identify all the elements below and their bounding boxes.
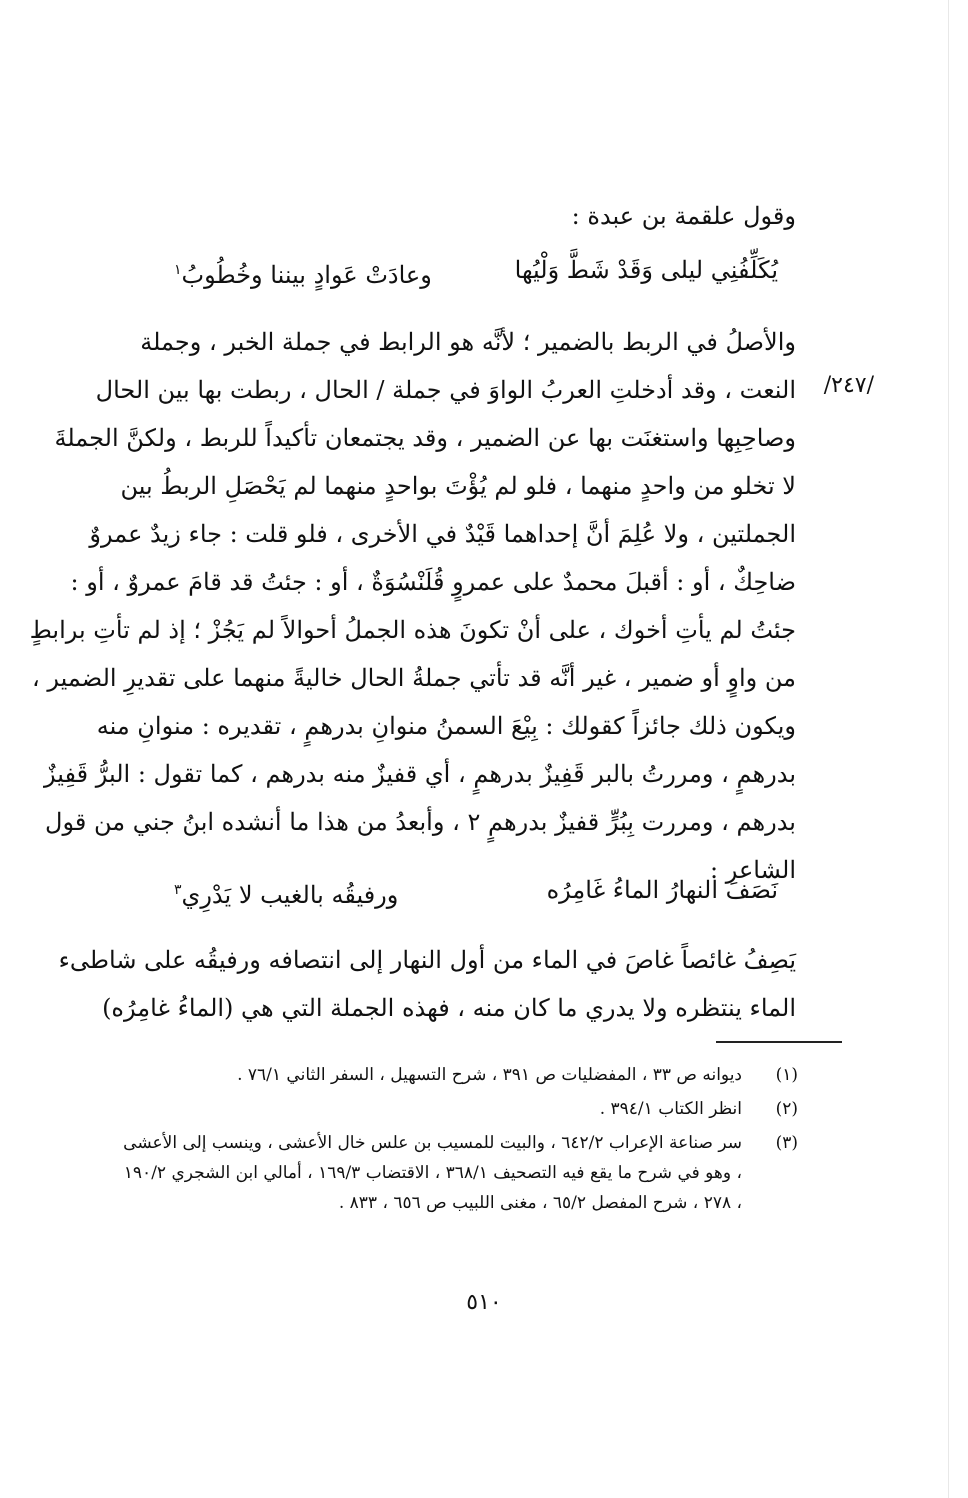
verse-2-second-text: ورفيقُه بالغيب لا يَدْرِي (181, 881, 399, 909)
verse-2 (156, 872, 796, 913)
page-number: ٥١٠ (466, 1290, 502, 1315)
footnote-3 (118, 1128, 798, 1218)
footnote-number: (١) (775, 1065, 798, 1085)
text-line: الجملتين ، ولا عُلِمَ أنَّ إحداهما قَيْدٌ في الأخرى ، فلو قلت : جاء زيدٌ عمروٌ (89, 520, 796, 548)
footnote-text: انظر الكتاب ٣٩٤/١ . (599, 1099, 742, 1119)
footnote-1 (118, 1060, 798, 1090)
verse-2-first-hemistich: نَصَفَ النهارُ الماءُ غَامِرُه (546, 876, 778, 904)
intro-line: وقول علقمة بن عبدة : (571, 202, 796, 230)
text-line: يَصِفُ غائصاً غاصَ في الماء من أول النهار إلى انتصافه ورفيقُه على شاطىء (58, 946, 796, 974)
footnote-marker-1: ١ (174, 262, 182, 278)
text-line: لا تخلو من واحدٍ منهما ، فلو لم يُؤْتَ بواحدٍ منهما لم يَحْصَلِ الربطُ بين (120, 472, 796, 500)
verse-2-second-hemistich (156, 872, 398, 913)
text-line: من واوٍ أو ضمير ، غير أنَّه قد تأتي جملةُ الحال خاليةً منهما على تقديرِ الضمير ، (32, 664, 796, 692)
text-line: النعت ، وقد أدخلتِ العربُ الواوَ في جملة / الحال ، ربطت بها بين الحال (95, 376, 796, 404)
footnote-divider (716, 1041, 842, 1043)
text-line: الماء ينتظره ولا يدري ما كان منه ، فهذه الجملة التي هي (الماءُ غامِرُه) (102, 994, 796, 1022)
text-line: وصاحِبِها واستغنَت بها عن الضمير ، وقد يجتمعان تأكيداً للربط ، ولكنَّ الجملةَ (54, 424, 796, 452)
main-paragraph (29, 318, 796, 894)
footnotes (118, 1060, 798, 1222)
text-line: بدرهمٍ ، ومررتُ بالبر قَفِيزٌ بدرهمٍ ، أي قفيزٌ منه بدرهم ، كما تقول : البرُّ قَفِيزٌ (44, 760, 796, 788)
text-line: ضاحِكٌ ، أو : أقبلَ محمدٌ على عمروٍ قُلَنْسُوَةٌ ، أو : جئتُ قد قامَ عمروٌ ، أو : (70, 568, 796, 596)
footnote-marker-3: ٣ (174, 882, 182, 898)
text-line: الشاعر : (710, 856, 796, 884)
verse-1 (156, 252, 796, 293)
verse-1-second-text: وعادَتْ عَوادٍ بيننا وخُطُوبُ (181, 261, 432, 289)
scan-edge-line (948, 0, 949, 1498)
footnote-number: (٣) (775, 1133, 798, 1153)
second-paragraph (58, 936, 796, 1032)
footnote-text: ديوانه ص ٣٣ ، المفضليات ص ٣٩١ ، شرح التسهيل ، السفر الثاني ٧٦/١ . (237, 1065, 742, 1085)
footnote-text: سر صناعة الإعراب ٦٤٢/٢ ، والبيت للمسيب بن علس خال الأعشى ، وينسب إلى الأعشى ، وهو في شرح ما يقع فيه التصحيف ٣٦٨/١ ، الاقتضاب ١٦٩/٣ ، أمالي ابن الشجري ١٩٠/٢ ، ٢٧٨ ، شرح المفصل ٦٥/٢ ، مغنى اللبيب ص ٦٥٦ ، ٨٣٣ . (123, 1133, 742, 1213)
verse-1-second-hemistich (156, 252, 432, 293)
margin-page-reference: /٢٤٧/ (823, 373, 874, 398)
footnote-2 (118, 1094, 798, 1124)
text-line: بدرهم ، ومررت بِبُرٍّ قفيزٌ بدرهمٍ ٢ ، وأبعدُ من هذا ما أنشده ابنُ جني من قول (45, 808, 796, 836)
footnote-number: (٢) (775, 1099, 798, 1119)
text-line: ويكون ذلك جائزاً كقولك : بِيْعَ السمنُ منوانِ بدرهمٍ ، تقديره : منوانِ منه (96, 712, 796, 740)
verse-1-first-hemistich: يُكَلِّفُنِي ليلى وَقَدْ شَطَّ وَلْيُها (514, 256, 778, 284)
text-line: جئتُ لم يأتِ أخوك ، على أنْ تكونَ هذه الجملُ أحوالاً لم يَجُزْ ؛ إذ لم تأتِ برابطٍ (29, 616, 796, 644)
text-line: والأصلُ في الربط بالضمير ؛ لأنَّه هو الرابط في جملة الخبر ، وجملة (140, 328, 796, 356)
